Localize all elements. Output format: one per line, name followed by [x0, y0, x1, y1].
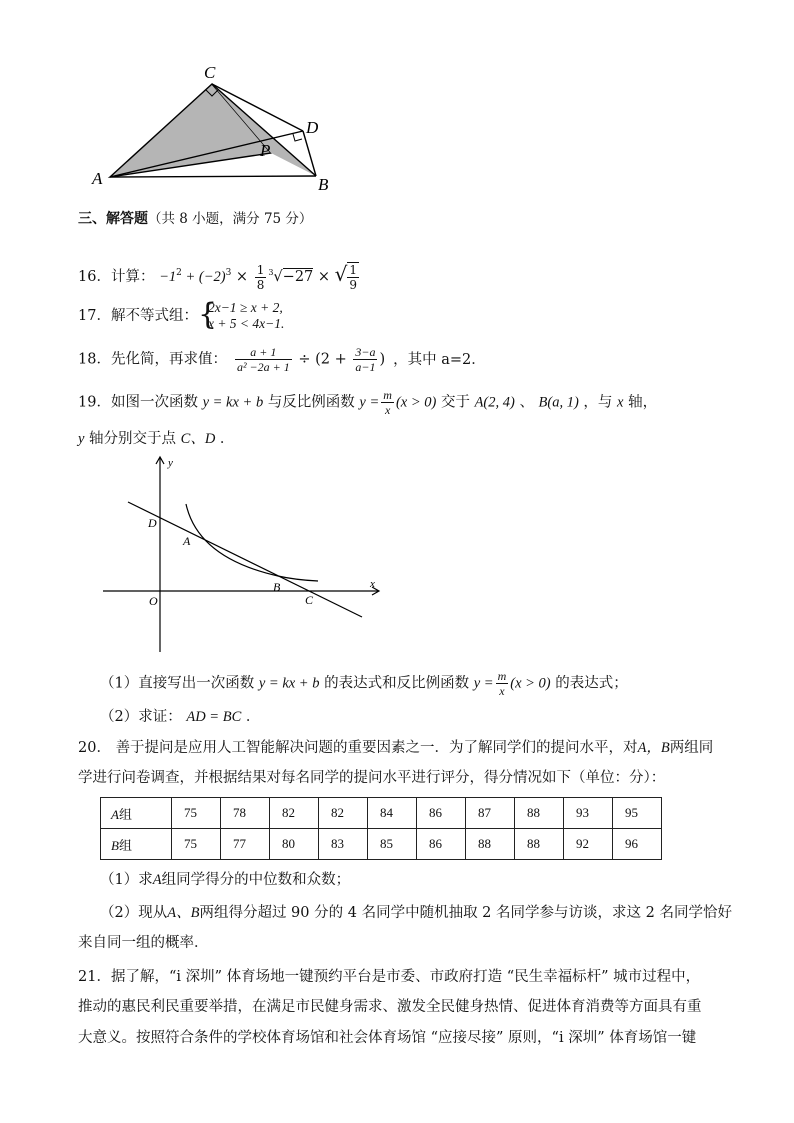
- geometry-figure: [90, 62, 350, 197]
- fraction-denominator: 8: [256, 277, 265, 292]
- times-sign: ×: [313, 269, 335, 285]
- x-axis-name: x: [617, 394, 624, 411]
- hyperbola-curve: [186, 504, 318, 581]
- question-lead: 解不等式组：: [110, 308, 198, 324]
- groups: A、B: [167, 905, 200, 921]
- text: 两组同: [669, 740, 714, 756]
- fraction-denominator: a−1: [355, 360, 376, 374]
- question-number: 16．: [78, 269, 111, 285]
- graph-label-c: C: [305, 593, 314, 607]
- section-title: 三、解答题: [78, 211, 148, 227]
- question-21-line-1: [78, 966, 700, 988]
- group-suffix: 组: [118, 806, 132, 822]
- question-16: [78, 262, 361, 292]
- row-header: [101, 798, 172, 829]
- text: 善于提问是应用人工智能解决问题的重要因素之一．为了解同学们的提问水平，对: [115, 740, 638, 756]
- linear-function: y = kx + b: [258, 675, 320, 692]
- score-cell: 87: [466, 798, 515, 829]
- linear-function: y = kx + b: [202, 394, 264, 411]
- text: 组同学得分的中位数和众数；: [161, 872, 351, 888]
- radical-sign: √: [273, 269, 283, 285]
- segment-ab: [110, 176, 316, 177]
- text: 学进行问卷调查，并根据结果对每名同学的提问水平进行评分，得分情况如下（单位：分）：: [78, 770, 666, 786]
- question-lead: 计算：: [110, 269, 155, 285]
- score-cell: 86: [417, 798, 466, 829]
- text: 推动的惠民利民重要举措，在满足市民健身需求、激发全民健身热情、促进体育消费等方面具有重: [78, 999, 702, 1015]
- text: （2）现从: [100, 905, 168, 921]
- section-note: （共 8 小题，满分 75 分）: [148, 211, 313, 227]
- text: 轴，: [628, 394, 658, 411]
- fraction-numerator: m: [383, 388, 392, 402]
- point-b: B(a, 1): [538, 394, 579, 411]
- question-20-sub-2-cont: [78, 932, 209, 954]
- question-number: 20．: [78, 740, 111, 756]
- shaded-triangle-acp: [110, 84, 271, 177]
- fraction-numerator: 1: [349, 263, 358, 277]
- label-a: A: [92, 169, 103, 188]
- text: ．: [219, 431, 235, 447]
- inequality-line-1: 2x−1 ≥ x + 2,: [207, 300, 283, 315]
- graph-label-x: x: [370, 578, 375, 590]
- group-letter: A: [111, 806, 119, 822]
- score-cell: 88: [515, 798, 564, 829]
- fraction-denominator: 9: [349, 278, 358, 292]
- fraction-numerator: a + 1: [235, 345, 292, 360]
- root-index: 3: [268, 268, 274, 278]
- question-19-sub-1: [100, 669, 628, 698]
- score-cell: 96: [613, 829, 662, 860]
- score-cell: 95: [613, 798, 662, 829]
- question-21-line-2: [78, 996, 702, 1018]
- text: （2）求证：: [100, 709, 182, 725]
- radicand: −27: [282, 269, 314, 285]
- fraction-numerator: 1: [256, 262, 265, 277]
- text: 轴分别交于点: [89, 431, 177, 447]
- score-cell: 78: [221, 798, 270, 829]
- exponent: 3: [225, 268, 232, 279]
- question-19-sub-2: [100, 706, 260, 728]
- equation: AD = BC: [186, 709, 242, 725]
- score-cell: 77: [221, 829, 270, 860]
- table-row: [101, 798, 662, 829]
- score-cell: 75: [172, 829, 221, 860]
- question-number: 21．: [78, 969, 111, 985]
- times-sign: ×: [231, 269, 253, 285]
- point-a: A(2, 4): [474, 394, 515, 411]
- fraction-denominator: x: [499, 684, 505, 698]
- score-cell: 88: [466, 829, 515, 860]
- text: 大意义。按照符合条件的学校体育场馆和社会体育场馆 “应接尽接” 原则，“i 深圳” 体育场馆一键: [78, 1030, 697, 1046]
- close-paren: ): [379, 351, 386, 368]
- text: 两组得分超过 90 分的 4 名同学中随机抽取 2 名同学参与访谈，求这 2 名同学恰好: [199, 905, 732, 921]
- score-cell: 86: [417, 829, 466, 860]
- fraction: [381, 388, 394, 417]
- question-20-sub-1: [100, 869, 350, 891]
- score-cell: 82: [270, 798, 319, 829]
- graph-label-o: O: [149, 594, 158, 608]
- label-b: B: [318, 175, 329, 194]
- inverse-function-y: y =: [359, 394, 380, 411]
- score-cell: 75: [172, 798, 221, 829]
- question-17: [78, 297, 285, 332]
- text: 的表达式；: [555, 675, 628, 692]
- sqrt-fraction: [347, 262, 359, 292]
- linear-function-line: [128, 502, 362, 617]
- expr-part: −1: [159, 269, 177, 285]
- question-number: 18．: [78, 351, 111, 368]
- graph-label-d: D: [148, 516, 157, 530]
- inverse-function-y: y =: [473, 675, 494, 692]
- graph-label-a: A: [183, 534, 191, 548]
- inequality-system: [197, 297, 285, 332]
- fraction: [235, 345, 292, 374]
- right-angle-mark-d: [293, 134, 302, 141]
- fraction: [496, 669, 509, 698]
- label-c: C: [204, 63, 216, 82]
- text: 的表达式和反比例函数: [324, 675, 470, 692]
- fraction-numerator: 3−a: [355, 345, 376, 359]
- score-cell: 88: [515, 829, 564, 860]
- score-cell: 85: [368, 829, 417, 860]
- question-21-line-3: [78, 1027, 696, 1049]
- text: 据了解，“i 深圳” 体育场地一键预约平台是市委、市政府打造 “民生幸福标杆” 城市过程中，: [110, 969, 701, 985]
- function-graph: [98, 452, 388, 657]
- question-20-sub-2: [100, 902, 732, 924]
- score-cell: 92: [564, 829, 613, 860]
- fraction-numerator: m: [497, 669, 507, 683]
- score-cell: 82: [319, 798, 368, 829]
- label-p: P: [260, 141, 271, 160]
- group-letter: A: [152, 872, 162, 888]
- text: 如图一次函数: [110, 394, 198, 411]
- fraction-denominator: a² −2a + 1: [236, 360, 290, 374]
- question-20-line-2: [78, 767, 665, 789]
- exponent: 2: [176, 268, 182, 279]
- group-suffix: 组: [118, 837, 132, 853]
- section-heading: [78, 208, 312, 230]
- text: （1）直接写出一次函数: [100, 675, 255, 692]
- text: 来自同一组的概率．: [78, 935, 209, 951]
- text: 与反比例函数: [267, 394, 355, 411]
- question-19-line-2: [78, 428, 234, 450]
- division-part: ÷ (2 +: [293, 351, 352, 368]
- brace: {: [197, 297, 218, 332]
- fraction-denominator: x: [384, 403, 391, 417]
- question-lead: 先化简，再求值：: [110, 351, 227, 368]
- radical-sign: √: [334, 262, 348, 286]
- row-header: [101, 829, 172, 860]
- graph-label-y: y: [168, 457, 173, 469]
- question-19-line-1: [78, 388, 657, 417]
- groups: A，B: [637, 740, 670, 756]
- score-cell: 80: [270, 829, 319, 860]
- label-d: D: [306, 118, 319, 137]
- text: ．: [245, 709, 261, 725]
- question-number: 17．: [78, 308, 111, 324]
- score-cell: 84: [368, 798, 417, 829]
- question-18: [78, 345, 486, 374]
- score-cell: 83: [319, 829, 368, 860]
- expr-part: + (−2): [181, 269, 226, 285]
- group-letter: B: [111, 837, 119, 853]
- fraction: [353, 345, 377, 374]
- domain-condition: (x > 0): [510, 675, 551, 692]
- score-table: [100, 797, 662, 860]
- y-axis-name: y: [78, 431, 85, 447]
- points-c-d: C、D: [180, 431, 216, 447]
- condition-text: ，其中 a=2．: [393, 351, 486, 368]
- separator: 、: [519, 394, 534, 411]
- question-number: 19．: [78, 394, 111, 411]
- domain-condition: (x > 0): [395, 394, 437, 411]
- text: 交于: [440, 394, 470, 411]
- text: ，与: [583, 394, 613, 411]
- score-cell: 93: [564, 798, 613, 829]
- table-row: [101, 829, 662, 860]
- text: （1）求: [100, 872, 153, 888]
- graph-label-b: B: [273, 580, 281, 594]
- fraction: [255, 263, 267, 292]
- question-20-line-1: [78, 737, 713, 759]
- inequality-line-2: x + 5 < 4x−1.: [207, 316, 285, 331]
